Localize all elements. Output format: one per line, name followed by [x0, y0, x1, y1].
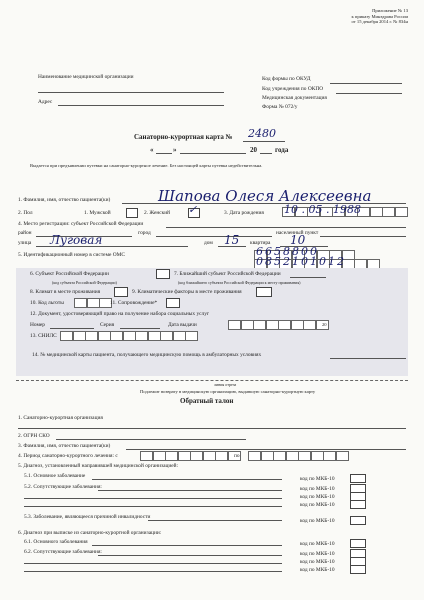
order-line-1: Приложение № 13: [372, 8, 408, 13]
order-line-2: к приказу Минздрава России: [351, 13, 408, 19]
mkb-label-7: код по МКБ-10: [300, 551, 335, 557]
house-label: дом: [204, 240, 213, 246]
form-number: Форма № 072/у: [262, 104, 298, 110]
disability-cause-line: [148, 520, 282, 521]
discharge-comorbid-line-2: [24, 563, 282, 564]
dob-label: 3. Дата рождения: [224, 210, 264, 216]
registration-label: 4. Место регистрации: субъект Российской Федерации: [18, 221, 144, 227]
sex-female-label: 2. Женский: [144, 210, 171, 216]
doc-number-line: [50, 328, 94, 329]
ticket-patient-line: [126, 449, 406, 450]
med-doc-label: Медицинская документация: [262, 95, 327, 101]
flat-value: 10: [290, 233, 306, 247]
street-value: Луговая: [50, 233, 103, 247]
date-open-quote: «: [150, 146, 154, 154]
org-name-line: [38, 92, 224, 93]
escort-box[interactable]: [166, 298, 180, 308]
climate-factors-box[interactable]: [256, 287, 272, 297]
year-suffix: года: [275, 146, 289, 154]
sex-label: 2. Пол: [18, 210, 33, 216]
subject-rf-label: 6. Субъект Российской Федерации: [30, 271, 109, 277]
outpatient-card-line: [330, 358, 406, 359]
mkb-label-4: код по МКБ-10: [300, 502, 335, 508]
mkb-label-5: код по МКБ-10: [300, 518, 335, 524]
street-label: улица: [18, 240, 32, 246]
ogrn-line: [56, 439, 246, 440]
address-label: Адрес: [38, 99, 53, 105]
oms-label: 5. Идентификационный номер в системе ОМС: [18, 252, 126, 258]
registration-line: [166, 227, 406, 228]
doc-series-line: [120, 328, 160, 329]
discharge-main-label: 6.1. Основного заболевания: [24, 539, 88, 545]
outpatient-card-label: 14. № медицинской карты пациента, получающего медицинскую помощь в амбулаторных условиях: [32, 352, 262, 358]
year-line: [260, 153, 272, 154]
district-label: район: [18, 230, 32, 236]
doc-number-label: Номер: [30, 322, 45, 328]
sex-male-label: 1. Мужской: [84, 210, 111, 216]
comorbid-line: [98, 490, 282, 491]
patient-name-label: 1. Фамилия, имя, отчество пациента(ки): [18, 197, 111, 203]
sanatorium-org-label: 1. Санаторно-курортная организация: [18, 415, 103, 421]
main-disease-label: 5.1. Основное заболевание: [24, 473, 86, 479]
ogrn-label: 2. ОГРН СКО: [18, 433, 50, 439]
discharge-comorbid-label: 6.2. Сопутствующие заболевания:: [24, 549, 102, 555]
female-check-mark: ✓: [188, 203, 198, 216]
disability-cause-label: 5.3. Заболевание, являющееся причиной инвалидности: [24, 514, 151, 520]
climate-factors-label: 9. Климатические факторы в месте проживания: [132, 289, 242, 295]
mkb-box-1[interactable]: [350, 474, 366, 483]
discharge-comorbid-line: [98, 555, 282, 556]
city-label: город: [138, 230, 151, 236]
oms-value-1: 6658800: [256, 245, 319, 258]
card-number-line: [243, 141, 285, 142]
escort-label: 11. Сопровождение*: [110, 300, 158, 306]
discharge-main-line: [92, 545, 282, 546]
settlement-label: населенный пункт: [276, 230, 319, 236]
benefit-code-cells[interactable]: [74, 298, 112, 308]
benefit-code-label: 10. Код льготы: [30, 300, 64, 306]
discharge-comorbid-line-3: [24, 571, 282, 572]
dob-value: 10 . 05 . 1988: [284, 203, 361, 216]
main-disease-line: [92, 479, 282, 480]
subject-rf-box[interactable]: [156, 269, 170, 279]
return-note: Подлежит возврату в медицинскую организацию, выдавшую санаторно-курортную карту: [140, 389, 316, 394]
nearest-subject-label: 7. Ближайший субъект Российской Федерации: [174, 271, 281, 277]
period-from-cells[interactable]: [140, 451, 240, 461]
snils-label: 13. СНИЛС: [30, 333, 57, 339]
sex-male-checkbox[interactable]: [126, 208, 138, 218]
address-line: [58, 105, 224, 106]
sanatorium-org-line: [18, 428, 406, 429]
oms-value-2: 0852101012: [256, 255, 346, 268]
nearest-subject-line: [290, 277, 326, 278]
return-ticket-title: Обратный талон: [180, 397, 234, 405]
period-to-cells[interactable]: [248, 451, 348, 461]
card-title: Санаторно-курортная карта №: [134, 133, 233, 141]
card-number: 2480: [248, 127, 276, 140]
cut-line-label: линия отреза: [214, 382, 237, 387]
comorbid-label: 5.2. Сопутствующие заболевания:: [24, 484, 102, 490]
doc-issued-year: 20: [322, 322, 327, 327]
mkb-label-8: код по МКБ-10: [300, 559, 335, 565]
month-line: [180, 153, 246, 154]
mkb-box-9[interactable]: [350, 565, 366, 574]
period-label: 4. Период санаторно-курортного лечения: с: [18, 453, 118, 459]
org-name-label: Наименование медицинской организации: [38, 74, 134, 80]
okud-label: Код формы по ОКУД: [262, 76, 311, 82]
doc-issued-label: Дата выдачи: [168, 322, 197, 328]
mkb-label-1: код по МКБ-10: [300, 476, 335, 482]
house-value: 15: [224, 233, 240, 247]
social-doc-label: 12. Документ, удостоверяющий право на получение набора социальных услуг: [30, 311, 210, 317]
period-to-label: по: [234, 453, 240, 459]
ticket-patient-label: 3. Фамилия, имя, отчество пациента(ки): [18, 443, 111, 449]
mkb-box-4[interactable]: [350, 500, 366, 509]
year-prefix: 20: [250, 146, 257, 154]
order-line-3: от 15 декабря 2014 г. № 834н: [351, 19, 408, 25]
snils-cells[interactable]: [60, 331, 198, 341]
order-reference: [351, 8, 408, 25]
day-line: [156, 153, 172, 154]
intro-text: Выдается при предъявлении путевки на санаторно-курортное лечение. Без настоящей карты путевка недействительна.: [30, 163, 263, 168]
doc-issued-cells[interactable]: [228, 320, 328, 330]
mkb-box-6[interactable]: [350, 539, 366, 548]
nearest-subject-note: (код ближайшего субъекта Российской Федерации к месту проживания): [178, 280, 301, 285]
mkb-label-6: код по МКБ-10: [300, 541, 335, 547]
mkb-box-5[interactable]: [350, 516, 366, 525]
comorbid-line-2: [24, 498, 282, 499]
mkb-label-9: код по МКБ-10: [300, 567, 335, 573]
comorbid-line-3: [24, 506, 282, 507]
okpo-line: [336, 93, 402, 94]
mkb-label-3: код по МКБ-10: [300, 494, 335, 500]
cut-line: [16, 380, 408, 381]
settlement-line: [320, 236, 406, 237]
mkb-label-2: код по МКБ-10: [300, 486, 335, 492]
climate-box[interactable]: [114, 287, 128, 297]
okud-line: [330, 83, 402, 84]
doc-series-label: Серия: [100, 322, 115, 328]
date-close-quote: »: [173, 146, 177, 154]
city-line: [156, 236, 272, 237]
patient-name-value: Шапова Олеся Алексеевна: [158, 187, 372, 205]
diagnosis-discharge-label: 6. Диагноз при выписке из санаторно-курортной организации:: [18, 530, 162, 536]
climate-label: 8. Климат в месте проживания: [30, 289, 101, 295]
flat-label: квартира: [250, 240, 271, 246]
okpo-label: Код учреждения по ОКПО: [262, 86, 324, 92]
subject-rf-note: (код субъекта Российской Федерации): [52, 280, 117, 285]
diagnosis-sent-label: 5. Диагноз, установленный направившей медицинской организацией:: [18, 463, 179, 469]
